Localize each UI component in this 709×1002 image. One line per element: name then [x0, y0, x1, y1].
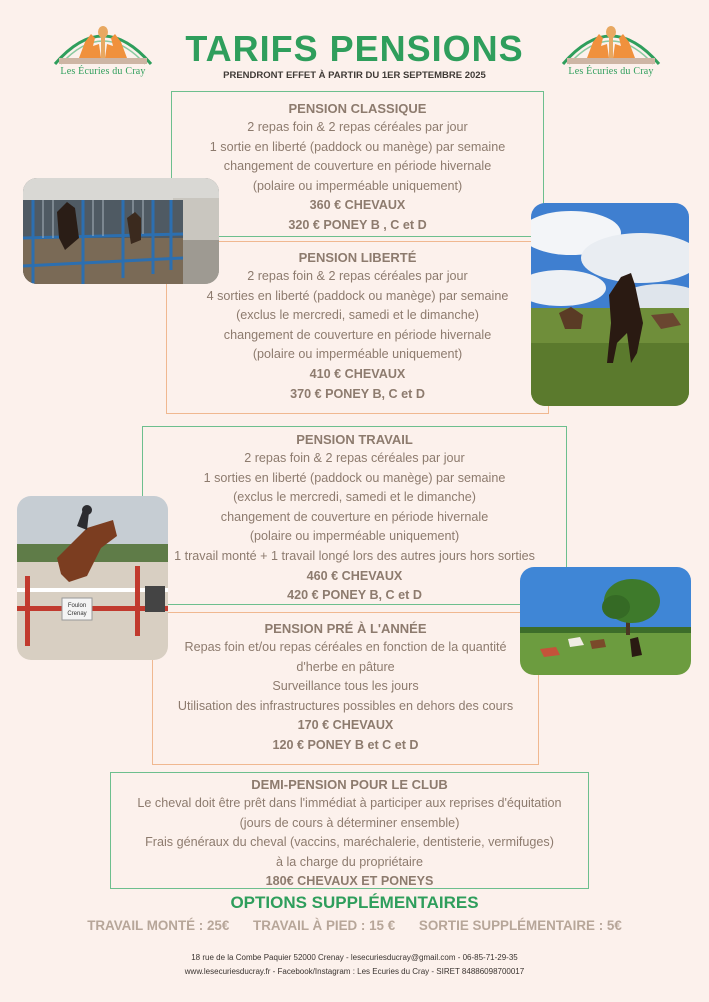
- page-subtitle: PRENDRONT EFFET À PARTIR DU 1ER SEPTEMBRE 2025: [223, 70, 486, 81]
- pasture-photo: [520, 567, 691, 675]
- pension-price: 420 € PONEY B, C et D: [287, 588, 422, 603]
- pension-price: 410 € CHEVAUX: [309, 366, 406, 381]
- pension-line: Le cheval doit être prêt dans l'immédiat à participer aux reprises d'équitation: [137, 796, 562, 810]
- pension-line: (polaire ou imperméable uniquement): [252, 178, 463, 193]
- demi-pension-box: [110, 772, 589, 889]
- meadow-horses-photo: [531, 203, 689, 406]
- pension-price: 370 € PONEY B, C et D: [290, 386, 425, 401]
- pension-line: (exclus le mercredi, samedi et le dimanche): [236, 308, 479, 323]
- options-title: OPTIONS SUPPLÉMENTAIRES: [230, 893, 479, 912]
- pension-line: 1 travail monté + 1 travail longé lors des autres jours hors sorties: [174, 548, 535, 563]
- pension-line: (jours de cours à déterminer ensemble): [239, 815, 460, 830]
- pension-line: 2 repas foin & 2 repas céréales par jour: [247, 120, 468, 134]
- pension-title: PENSION PRÉ À L'ANNÉE: [264, 621, 427, 636]
- pension-line: 4 sorties en liberté (paddock ou manège) par semaine: [206, 288, 509, 303]
- pension-pre-box: [152, 612, 539, 765]
- pension-line: Surveillance tous les jours: [272, 679, 419, 694]
- pension-line: (polaire ou imperméable uniquement): [252, 347, 463, 362]
- option-item: SORTIE SUPPLÉMENTAIRE : 5€: [418, 918, 622, 933]
- footer-web: www.lesecuriesducray.fr - Facebook/Instagram : Les Ecuries du Cray - SIRET 84886098700017: [184, 967, 525, 976]
- pension-line: changement de couverture en période hivernale: [223, 327, 492, 342]
- pension-line: Utilisation des infrastructures possibles en dehors des cours: [177, 698, 514, 713]
- logo-text: Les Écuries du Cray: [60, 66, 146, 77]
- page-title: TARIFS PENSIONS: [185, 28, 524, 69]
- pension-line: 1 sorties en liberté (paddock ou manège) par semaine: [203, 470, 506, 485]
- pension-line: (polaire ou imperméable uniquement): [249, 529, 460, 544]
- pension-line: changement de couverture en période hivernale: [223, 159, 492, 174]
- pension-title: PENSION CLASSIQUE: [288, 101, 427, 116]
- option-item: TRAVAIL MONTÉ : 25€: [87, 918, 230, 933]
- pension-line: Repas foin et/ou repas céréales en fonction de la quantité: [184, 640, 507, 654]
- pension-price: 170 € CHEVAUX: [297, 718, 394, 733]
- pension-line: 1 sortie en liberté (paddock ou manège) par semaine: [209, 139, 506, 154]
- pension-travail-box: [142, 426, 567, 605]
- pension-line: 2 repas foin & 2 repas céréales par jour: [247, 269, 468, 283]
- pension-price: 320 € PONEY B , C et D: [288, 217, 427, 232]
- pension-price: 460 € CHEVAUX: [306, 568, 403, 583]
- options-list: [0, 918, 709, 933]
- pension-line: changement de couverture en période hivernale: [220, 509, 489, 524]
- pension-line: Frais généraux du cheval (vaccins, maréchalerie, dentisterie, vermifuges): [145, 835, 554, 850]
- pension-title: DEMI-PENSION POUR LE CLUB: [251, 777, 448, 792]
- stable-photo: [23, 178, 219, 284]
- pension-title: PENSION TRAVAIL: [296, 432, 413, 447]
- arena-sign-text: Foulon: [67, 603, 87, 609]
- pension-liberte-box: [166, 241, 549, 414]
- option-item: TRAVAIL À PIED : 15 €: [253, 918, 396, 933]
- pension-line: d'herbe en pâture: [296, 659, 395, 674]
- logo-text: Les Écuries du Cray: [568, 66, 654, 77]
- pension-price: 120 € PONEY B et C et D: [272, 737, 419, 752]
- pension-classique-box: [171, 91, 544, 237]
- pension-price: 360 € CHEVAUX: [309, 198, 406, 213]
- pension-title: PENSION LIBERTÉ: [298, 250, 417, 265]
- footer-contact: 18 rue de la Combe Paquier 52000 Crenay - lesecuriesducray@gmail.com - 06-85-71-29-35: [191, 953, 518, 962]
- pension-line: (exclus le mercredi, samedi et le dimanche): [233, 490, 476, 505]
- pension-line: 2 repas foin & 2 repas céréales par jour: [244, 451, 465, 465]
- arena-sign-text: Crenay: [67, 611, 87, 617]
- pension-line: à la charge du propriétaire: [275, 854, 424, 869]
- pension-price: 180€ CHEVAUX ET PONEYS: [265, 874, 434, 889]
- show-jumping-photo: [17, 496, 168, 660]
